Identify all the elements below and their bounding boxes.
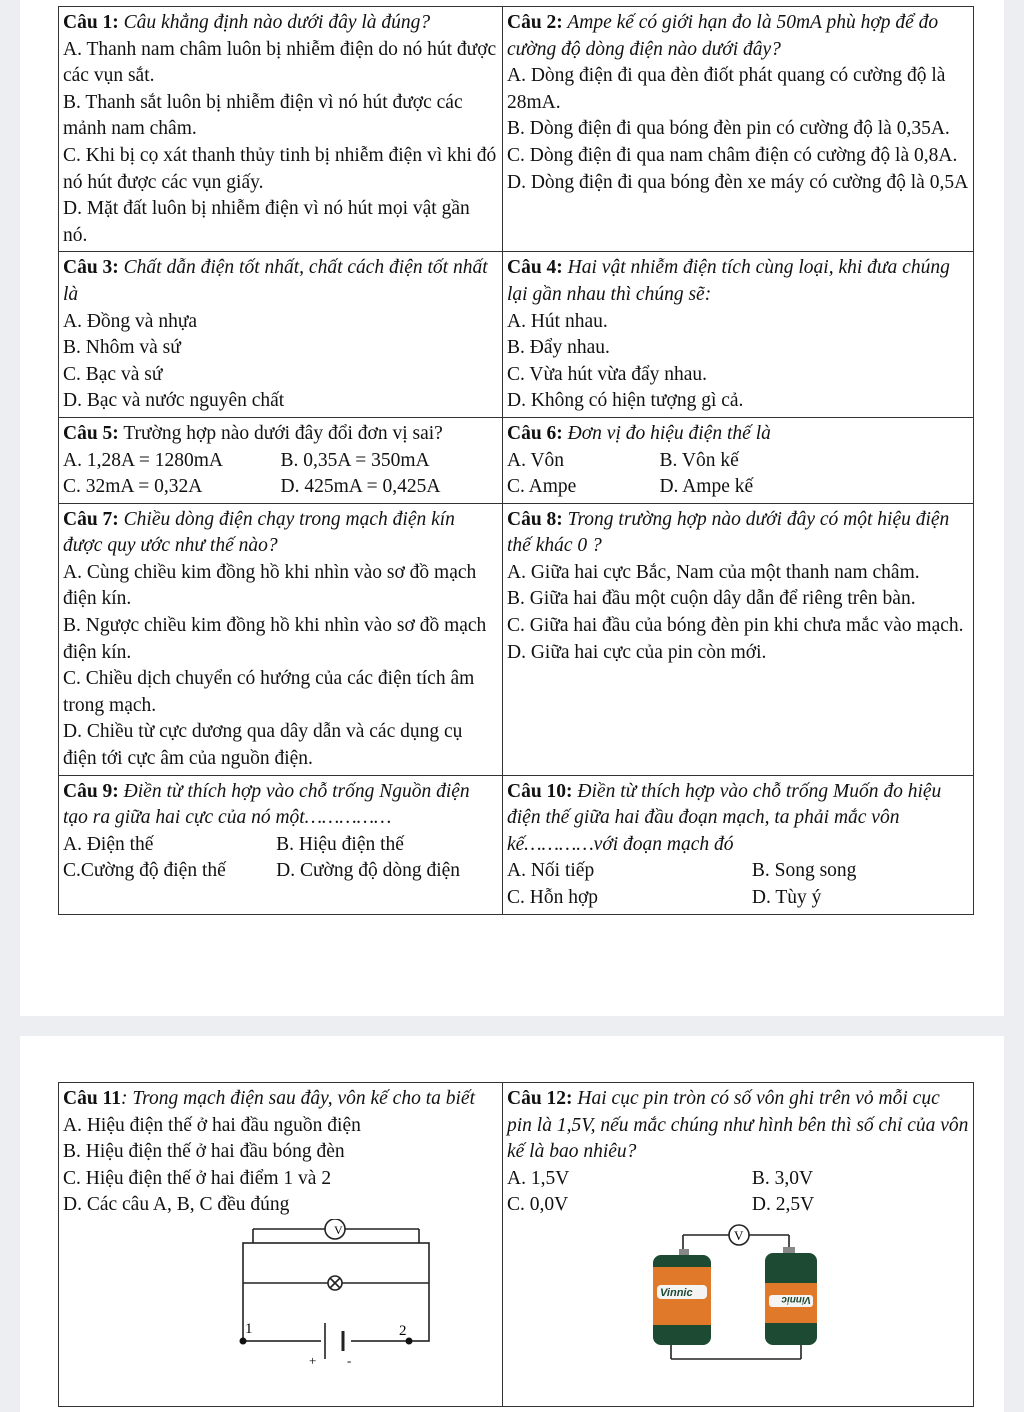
question-11 [59, 1083, 503, 1407]
option-b[interactable]: B. Vôn kế [659, 449, 739, 471]
option-row [507, 885, 969, 912]
question-stem: Hai cục pin tròn có số vôn ghi trên vỏ mỗi cục pin là 1,5V, nếu mắc chúng như hình bên thì số chỉ của vôn kế là bao nhiêu? [507, 1088, 969, 1163]
option-a[interactable]: A. Điện thế [63, 833, 154, 855]
option-row [507, 448, 969, 475]
question-label: Câu 6: [507, 422, 563, 444]
point-1-label: 1 [245, 1320, 253, 1337]
option-c[interactable]: C. Ampe [507, 476, 577, 498]
question-stem: Ampe kế có giới hạn đo là 50mA phù hợp để đo cường độ dòng điện nào dưới đây? [507, 12, 939, 60]
option-b[interactable]: B. Dòng điện đi qua bóng đèn pin có cường độ là 0,35A. [507, 118, 950, 140]
question-label: Câu 11 [63, 1088, 121, 1109]
question-label: Câu 5: [63, 422, 119, 444]
option-c[interactable]: C. 32mA = 0,32A [63, 476, 203, 498]
battery-diagram [507, 1219, 969, 1369]
question-5 [59, 417, 503, 503]
battery-brand: Vinnic [781, 1293, 811, 1305]
question-3 [59, 252, 503, 418]
question-table-2 [58, 1082, 974, 1407]
option-a[interactable]: A. Hút nhau. [507, 310, 608, 332]
option-b[interactable]: B. Nhôm và sứ [63, 337, 181, 359]
option-c[interactable]: C.Cường độ điện thế [63, 860, 226, 882]
option-a[interactable]: A. Cùng chiều kim đồng hồ khi nhìn vào sơ đồ mạch điện kín. [63, 561, 477, 610]
option-c[interactable]: C. Bạc và sứ [63, 363, 163, 385]
option-row [507, 1192, 969, 1219]
option-b[interactable]: B. Giữa hai đầu một cuộn dây dẫn để riêng trên bàn. [507, 588, 916, 610]
option-c[interactable]: C. Chiều dịch chuyển có hướng của các điện tích âm trong mạch. [63, 668, 475, 716]
question-stem: Điền từ thích hợp vào chỗ trống Nguồn điện tạo ra giữa hai cực của nó một…………… [63, 780, 470, 829]
option-a[interactable]: A. Thanh nam châm luôn bị nhiễm điện do nó hút được các vụn sắt. [63, 38, 497, 87]
option-a[interactable]: A. Vôn [507, 449, 565, 471]
option-b[interactable]: B. Hiệu điện thế ở hai đầu bóng đèn [63, 1141, 345, 1163]
voltmeter-label: V [734, 1227, 744, 1243]
option-a[interactable]: A. Nối tiếp [507, 860, 595, 882]
question-stem: Đơn vị đo hiệu điện thế là [562, 422, 771, 444]
option-d[interactable]: D. Dòng điện đi qua bóng đèn xe máy có cường độ là 0,5A [507, 171, 969, 193]
question-2 [503, 7, 974, 252]
option-row [507, 474, 969, 501]
option-d[interactable]: D. 425mA = 0,425A [280, 476, 441, 498]
question-label: Câu 10: [507, 780, 573, 802]
battery-svg [507, 1219, 970, 1369]
question-9 [59, 775, 503, 914]
option-d[interactable]: D. Các câu A, B, C đều đúng [63, 1194, 290, 1216]
question-6 [503, 417, 974, 503]
option-d[interactable]: D. Cường độ dòng điện [276, 860, 461, 882]
option-d[interactable]: D. Chiều từ cực dương qua dây dẫn và các dụng cụ điện tới cực âm của nguồn điện. [63, 721, 463, 770]
question-1 [59, 7, 503, 252]
question-label: Câu 8: [507, 508, 563, 530]
option-row [507, 858, 969, 885]
option-d[interactable]: D. Tùy ý [751, 887, 822, 908]
question-stem: : Trong mạch điện sau đây, vôn kế cho ta biết [120, 1088, 475, 1109]
option-row [63, 832, 498, 859]
point-1-dot [240, 1337, 247, 1344]
point-2-label: 2 [399, 1322, 407, 1339]
question-label: Câu 7: [63, 508, 119, 530]
voltmeter-label: V [334, 1222, 343, 1237]
option-b[interactable]: B. Song song [751, 860, 857, 882]
option-c[interactable]: C. Hiệu điện thế ở hai điểm 1 và 2 [63, 1167, 332, 1189]
option-b[interactable]: B. Đẩy nhau. [507, 337, 610, 359]
minus-label: - [347, 1352, 352, 1368]
question-4 [503, 252, 974, 418]
option-b[interactable]: B. Ngược chiều kim đồng hồ khi nhìn vào sơ đồ mạch điện kín. [63, 615, 487, 663]
option-a[interactable]: A. Hiệu điện thế ở hai đầu nguồn điện [63, 1114, 361, 1136]
question-stem: Hai vật nhiễm điện tích cùng loại, khi đưa chúng lại gần nhau thì chúng sẽ: [507, 257, 950, 305]
option-a[interactable]: A. 1,28A = 1280mA [63, 449, 223, 471]
question-stem: Trong trường hợp nào dưới đây có một hiệu điện thế khác 0 ? [507, 508, 950, 557]
option-d[interactable]: D. Giữa hai cực của pin còn mới. [507, 641, 767, 663]
question-7 [59, 503, 503, 775]
question-12 [503, 1083, 974, 1407]
question-stem: Câu khẳng định nào dưới đây là đúng? [118, 12, 431, 33]
question-stem: Trường hợp nào dưới đây đổi đơn vị sai? [118, 422, 443, 444]
option-a[interactable]: A. Dòng điện đi qua đèn điốt phát quang có cường độ là 28mA. [507, 65, 946, 113]
question-label: Câu 4: [507, 257, 563, 279]
question-table-1 [58, 6, 974, 915]
option-b[interactable]: B. 3,0V [751, 1167, 814, 1189]
option-d[interactable]: D. Ampe kế [659, 476, 754, 498]
question-label: Câu 3: [63, 257, 119, 279]
option-d[interactable]: D. 2,5V [751, 1194, 815, 1216]
option-row [63, 448, 498, 475]
option-b[interactable]: B. 0,35A = 350mA [280, 449, 430, 471]
question-label: Câu 9: [63, 780, 119, 802]
plus-label: + [309, 1352, 317, 1368]
option-c[interactable]: C. 0,0V [507, 1194, 569, 1216]
option-d[interactable]: D. Không có hiện tượng gì cả. [507, 390, 744, 412]
option-row [63, 858, 498, 885]
option-row [507, 1166, 969, 1193]
question-stem: Chiều dòng điện chạy trong mạch điện kín được quy ước như thế nào? [63, 508, 455, 557]
battery-brand: Vinnic [660, 1286, 693, 1299]
option-a[interactable]: A. Đồng và nhựa [63, 310, 198, 332]
option-c[interactable]: C. Giữa hai đầu của bóng đèn pin khi chưa mắc vào mạch. [507, 615, 964, 637]
option-c[interactable]: C. Dòng điện đi qua nam châm điện có cường độ là 0,8A. [507, 144, 958, 166]
question-10 [503, 775, 974, 914]
battery-right [765, 1247, 817, 1345]
battery-left [653, 1249, 711, 1345]
option-a[interactable]: A. 1,5V [507, 1167, 570, 1189]
question-label: Câu 1: [63, 12, 119, 33]
circuit-diagram [63, 1219, 498, 1369]
option-a[interactable]: A. Giữa hai cực Bắc, Nam của một thanh nam châm. [507, 561, 920, 583]
question-8 [503, 503, 974, 775]
option-c[interactable]: C. Vừa hút vừa đẩy nhau. [507, 363, 708, 385]
option-row [63, 474, 498, 501]
option-d[interactable]: D. Mặt đất luôn bị nhiễm điện vì nó hút mọi vật gần nó. [63, 198, 470, 246]
option-b[interactable]: B. Thanh sắt luôn bị nhiễm điện vì nó hút được các mảnh nam châm. [63, 91, 463, 140]
option-d[interactable]: D. Bạc và nước nguyên chất [63, 390, 285, 412]
question-stem: Chất dẫn điện tốt nhất, chất cách điện tốt nhất là [63, 257, 488, 305]
point-2-dot [406, 1337, 413, 1344]
question-label: Câu 2: [507, 12, 563, 33]
circuit-svg [63, 1219, 499, 1369]
option-b[interactable]: B. Hiệu điện thế [276, 833, 404, 855]
option-c[interactable]: C. Hỗn hợp [507, 887, 599, 908]
question-stem: Điền từ thích hợp vào chỗ trống Muốn đo hiệu điện thế giữa hai đầu đoạn mạch, ta phải mắc vôn kế…………với đoạn mạch đó [507, 780, 942, 855]
option-c[interactable]: C. Khi bị cọ xát thanh thủy tinh bị nhiễm điện vì khi đó nó hút được các vụn giấy. [63, 144, 497, 193]
question-label: Câu 12: [507, 1088, 573, 1109]
